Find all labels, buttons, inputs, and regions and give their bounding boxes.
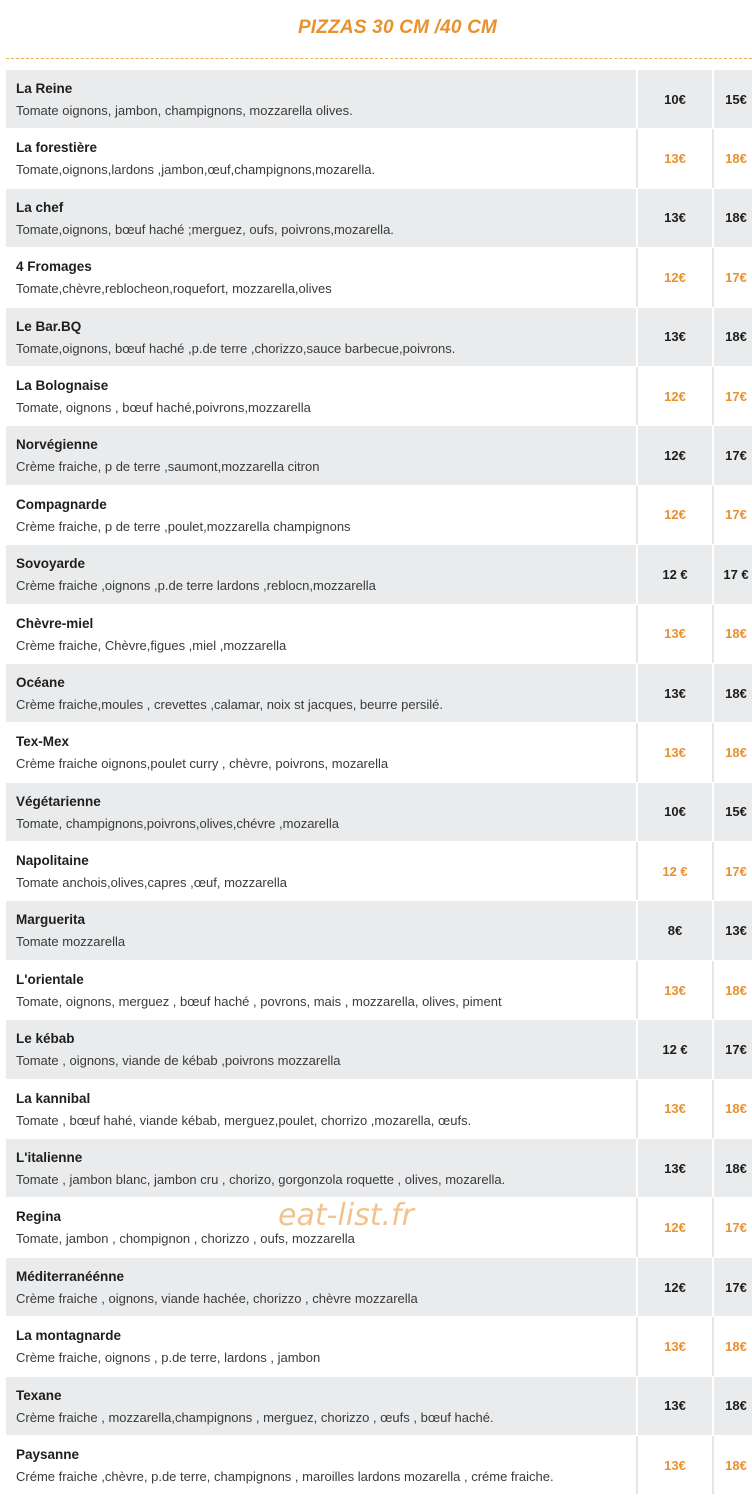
pizza-name: Napolitaine [16, 853, 89, 869]
menu-item [6, 1377, 752, 1436]
price-40cm: 15€ [725, 804, 747, 820]
menu-item-info [6, 605, 638, 663]
menu-item-info [6, 189, 638, 247]
menu-item-info [6, 723, 638, 781]
menu-item [6, 486, 752, 545]
price-30cm: 12€ [638, 1198, 714, 1256]
price-30cm: 13€ [638, 189, 714, 247]
pizza-name: Sovoyarde [16, 556, 86, 572]
price-40cm: 18€ [725, 1398, 747, 1414]
price-30cm: 12€ [638, 367, 714, 425]
pizza-name: La Reine [16, 81, 73, 96]
pizza-description: Tomate,oignons, bœuf haché ,p.de terre ,chorizzo,sauce barbecue,poivrons. [16, 340, 456, 356]
pizza-name: 4 Fromages [16, 259, 92, 275]
pizza-name: Norvégienne [16, 437, 98, 453]
pizza-description: Tomate, oignons , bœuf haché,poivrons,mozzarella [16, 399, 311, 415]
pizza-name: Tex-Mex [16, 734, 70, 750]
pizza-name: La Bolognaise [16, 377, 109, 393]
pizza-description: Tomate,oignons,lardons ,jambon,œuf,champignons,mozarella. [16, 162, 376, 178]
menu-item-info [6, 842, 638, 900]
price-30cm: 12 € [638, 545, 714, 603]
menu-item-info [6, 308, 638, 366]
menu-item [6, 1080, 752, 1139]
price-40cm: 18€ [725, 626, 747, 642]
menu-item-info [6, 70, 638, 128]
price-30cm: 10€ [638, 783, 714, 841]
pizza-name: Méditerranéénne [16, 1268, 125, 1284]
price-40cm: 18€ [725, 1101, 747, 1117]
price-30cm: 10€ [638, 70, 714, 128]
price-40cm: 17€ [725, 388, 747, 404]
pizza-description: Tomate mozzarella [16, 934, 126, 950]
price-30cm: 13€ [638, 664, 714, 722]
pizza-name: La chef [16, 199, 64, 215]
menu-item-info [6, 664, 638, 722]
pizza-description: Crème fraiche, Chèvre,figues ,miel ,mozzarella [16, 637, 287, 653]
menu-list [6, 70, 752, 1495]
price-40cm: 17€ [725, 1279, 747, 1295]
pizza-name: Chèvre-miel [16, 615, 94, 631]
menu-item [6, 783, 752, 842]
price-40cm: 17€ [725, 1041, 747, 1057]
pizza-description: Tomate , bœuf hahé, viande kébab, merguez,poulet, chorrizo ,mozarella, œufs. [16, 1112, 472, 1128]
pizza-name: Végétarienne [16, 793, 101, 809]
pizza-description: Tomate , oignons, viande de kébab ,poivrons mozzarella [16, 1053, 341, 1069]
menu-item [6, 367, 752, 426]
pizza-description: Tomate , jambon blanc, jambon cru , chorizo, gorgonzola roquette , olives, mozarella. [16, 1172, 506, 1188]
price-30cm: 13€ [638, 1080, 714, 1138]
menu-item [6, 605, 752, 664]
pizza-description: Crème fraiche, p de terre ,poulet,mozzarella champignons [16, 518, 351, 534]
pizza-name: Compagnarde [16, 496, 107, 512]
price-40cm: 18€ [725, 1160, 747, 1176]
menu-item [6, 961, 752, 1020]
menu-item [6, 308, 752, 367]
menu-item [6, 723, 752, 782]
pizza-description: Tomate, champignons,poivrons,olives,chévre ,mozarella [16, 815, 339, 831]
price-40cm: 18€ [725, 685, 747, 701]
menu-item [6, 1139, 752, 1198]
price-30cm: 13€ [638, 308, 714, 366]
pizza-name: La kannibal [16, 1090, 91, 1106]
pizza-name: Le kébab [16, 1031, 75, 1047]
price-40cm: 17€ [725, 1220, 747, 1236]
price-30cm: 8€ [638, 901, 714, 959]
price-40cm: 17€ [725, 269, 747, 285]
pizza-name: Regina [16, 1209, 62, 1225]
pizza-description: Tomate oignons, jambon, champignons, mozzarella olives. [16, 103, 353, 118]
menu-item [6, 664, 752, 723]
pizza-description: Tomate, jambon , chompignon , chorizzo , oufs, mozzarella [16, 1231, 355, 1247]
pizza-name: La montagnarde [16, 1328, 122, 1344]
menu-item-info [6, 1317, 638, 1375]
price-40cm: 17€ [725, 448, 747, 464]
price-40cm: 18€ [725, 151, 747, 167]
page-title: PIZZAS 30 CM /40 CM [297, 17, 498, 38]
menu-item [6, 842, 752, 901]
pizza-name: L'orientale [16, 971, 84, 987]
pizza-description: Crème fraiche , oignons, viande hachée, chorizzo , chèvre mozzarella [16, 1290, 418, 1306]
price-40cm: 18€ [725, 210, 747, 226]
pizza-description: Créme fraiche ,chèvre, p.de terre, champignons , maroilles lardons mozarella , créme fraiche. [16, 1468, 554, 1484]
menu-item-info [6, 367, 638, 425]
pizza-description: Crème fraiche ,oignons ,p.de terre lardons ,reblocn,mozzarella [16, 578, 376, 594]
menu-item-info [6, 1436, 638, 1494]
pizza-name: Marguerita [16, 912, 86, 928]
menu-item [6, 1436, 752, 1495]
price-40cm: 17 € [723, 566, 749, 582]
menu-item-info [6, 1139, 638, 1197]
pizza-description: Crème fraiche, oignons , p.de terre, lardons , jambon [16, 1350, 321, 1366]
menu-item [6, 129, 752, 188]
price-30cm: 12€ [638, 248, 714, 306]
price-30cm: 12€ [638, 486, 714, 544]
price-30cm: 13€ [638, 723, 714, 781]
price-30cm: 13€ [638, 1436, 714, 1494]
menu-item-info [6, 545, 638, 603]
price-30cm: 13€ [638, 1139, 714, 1197]
menu-item [6, 70, 752, 129]
menu-item-info [6, 961, 638, 1019]
pizza-name: La forestière [16, 140, 98, 156]
menu-item-info [6, 1080, 638, 1138]
watermark: eat-list.fr [278, 1198, 414, 1233]
menu-item-info [6, 1020, 638, 1078]
pizza-name: Océane [16, 674, 65, 690]
menu-item-info [6, 783, 638, 841]
price-40cm: 15€ [725, 91, 747, 107]
menu-item [6, 1258, 752, 1317]
menu-item-info [6, 486, 638, 544]
price-30cm: 12 € [638, 1020, 714, 1078]
menu-item-info [6, 901, 638, 959]
menu-item-info [6, 1258, 638, 1316]
menu-item-info [6, 129, 638, 187]
menu-item [6, 426, 752, 485]
menu-item-info [6, 1377, 638, 1435]
pizza-description: Tomate, oignons, merguez , bœuf haché , povrons, mais , mozzarella, olives, piment [16, 993, 502, 1009]
price-30cm: 12€ [638, 426, 714, 484]
pizza-name: Le Bar.BQ [16, 318, 82, 334]
price-30cm: 13€ [638, 129, 714, 187]
menu-item [6, 1317, 752, 1376]
menu-item [6, 248, 752, 307]
pizza-description: Tomate anchois,olives,capres ,œuf, mozzarella [16, 875, 287, 891]
menu-item [6, 901, 752, 960]
pizza-name: L'italienne [16, 1150, 83, 1166]
title-divider [6, 58, 752, 59]
pizza-name: Paysanne [16, 1446, 80, 1462]
pizza-description: Crème fraiche oignons,poulet curry , chèvre, poivrons, mozarella [16, 756, 389, 772]
price-40cm: 17€ [725, 507, 747, 523]
pizza-description: Tomate,chèvre,reblocheon,roquefort, mozzarella,olives [16, 281, 332, 297]
menu-item [6, 1020, 752, 1079]
menu-item-info [6, 248, 638, 306]
price-30cm: 13€ [638, 605, 714, 663]
pizza-name: Texane [16, 1387, 62, 1403]
price-40cm: 18€ [725, 982, 747, 998]
price-30cm: 12€ [638, 1258, 714, 1316]
price-30cm: 13€ [638, 1377, 714, 1435]
pizza-description: Crème fraiche, p de terre ,saumont,mozzarella citron [16, 459, 320, 475]
price-40cm: 18€ [725, 1338, 747, 1354]
price-30cm: 13€ [638, 961, 714, 1019]
price-40cm: 13€ [725, 923, 747, 939]
price-40cm: 18€ [725, 1457, 747, 1473]
menu-item-info [6, 426, 638, 484]
pizza-description: Crème fraiche,moules , crevettes ,calamar, noix st jacques, beurre persilé. [16, 696, 444, 712]
price-30cm: 13€ [638, 1317, 714, 1375]
price-40cm: 17€ [725, 863, 747, 879]
price-40cm: 18€ [725, 329, 747, 345]
pizza-description: Tomate,oignons, bœuf haché ;merguez, oufs, poivrons,mozarella. [16, 221, 394, 237]
price-40cm: 18€ [725, 744, 747, 760]
menu-item [6, 189, 752, 248]
pizza-description: Crème fraiche , mozzarella,champignons , merguez, chorizzo , œufs , bœuf haché. [16, 1409, 494, 1425]
menu-item [6, 545, 752, 604]
price-30cm: 12 € [638, 842, 714, 900]
